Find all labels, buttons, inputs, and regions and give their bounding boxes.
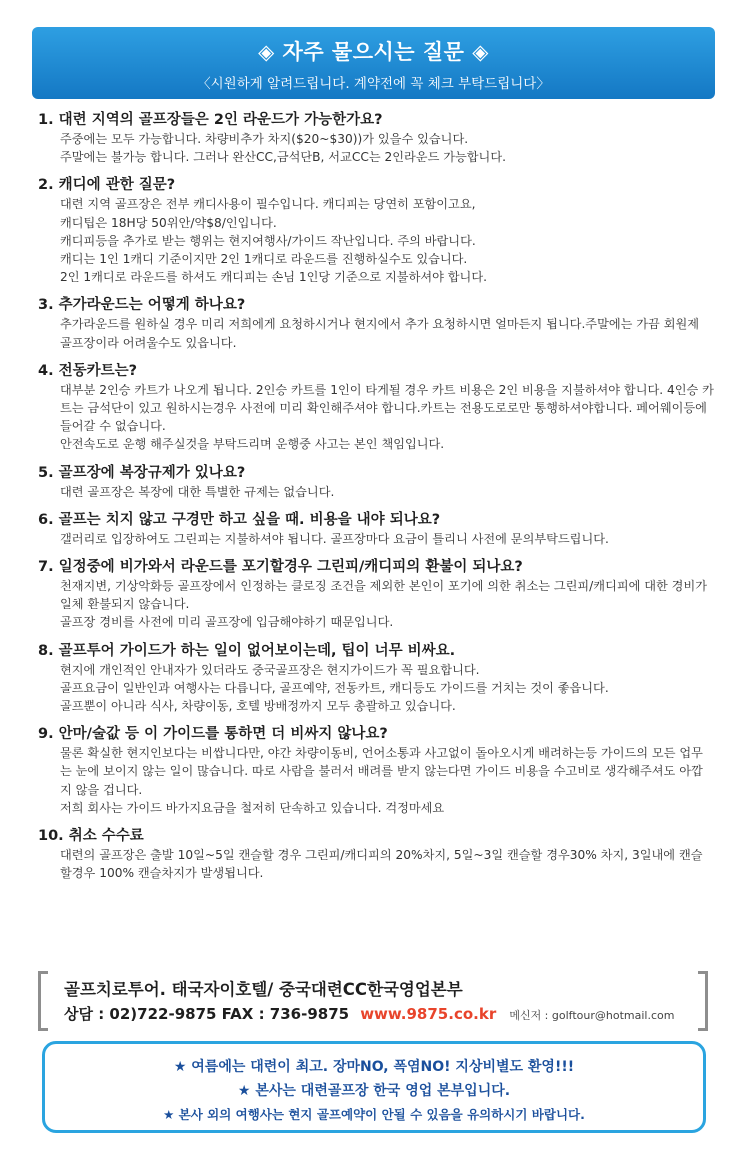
faq-item-5 [38,463,714,501]
phone-fax: 상담 : 02)722-9875 FAX : 736-9875 [64,1005,350,1023]
faq-answer [38,846,714,882]
answer-line: 대련의 골프장은 출발 10일~5일 캔슬할 경우 그린피/캐디피의 20%차지, 5일~3일 캔슬할 경우30% 차지, 3일내에 캔슬할경우 100% 캔슬차지가 발생됩니다. [60,848,703,881]
faq-question: 5. 골프장에 복장규제가 있나요? [38,464,246,481]
answer-line: 골프장 경비를 사전에 미리 골프장에 입금해야하기 때문입니다. [60,615,394,630]
notice-line-3: ★ 본사 외의 여행사는 현지 골프예약이 안될 수 있음을 유의하시기 바랍니다. [163,1107,585,1122]
answer-line: 캐디는 1인 1캐디 기준이지만 2인 1캐디로 라운드를 진행하실수도 있습니다. [60,252,468,267]
answer-line: 골프요금이 일반인과 여행사는 다릅니다, 골프예약, 전동카트, 캐디등도 가이드를 거치는 것이 좋읍니다. [60,680,609,695]
answer-line: 저희 회사는 가이드 바가지요금을 철저히 단속하고 있습니다. 걱정마세요 [60,800,445,815]
notice-box [42,1041,706,1133]
faq-item-10 [38,826,714,882]
faq-question: 7. 일정중에 비가와서 라운드를 포기할경우 그린피/캐디피의 환불이 되나요? [38,559,523,576]
answer-line: 골프뿐이 아니라 식사, 차량이동, 호텔 방배정까지 모두 총괄하고 있습니다. [60,699,456,714]
website-link[interactable]: www.9875.co.kr [360,1005,497,1023]
notice-line-1: ★ 여름에는 대련이 최고. 장마NO, 폭염NO! 지상비별도 환영!!! [173,1059,575,1075]
answer-line: 추가라운드를 원하실 경우 미리 저희에게 요청하시거나 현지에서 추가 요청하시면 얼마든지 됩니다.주말에는 가끔 회원제 골프장이라 어려울수도 있읍니다. [60,317,700,350]
faq-answer [38,381,714,454]
faq-answer [38,195,714,286]
faq-list [38,110,714,891]
answer-line: 대련 지역 골프장은 전부 캐디사용이 필수입니다. 캐디피는 당연히 포함이고요, [60,197,476,212]
faq-answer [38,315,714,351]
answer-line: 안전속도로 운행 해주실것을 부탁드리며 운행중 사고는 본인 책임입니다. [60,437,445,452]
faq-item-9 [38,724,714,817]
faq-question: 10. 취소 수수료 [38,828,144,845]
answer-line: 주중에는 모두 가능합니다. 차량비추가 차지($20~$30))가 있을수 있습니다. [60,132,469,146]
faq-header-banner [32,27,715,99]
answer-line: 캐디피등을 추가로 받는 행위는 현지여행사/가이드 작난입니다. 주의 바랍니다. [60,233,476,248]
faq-item-1 [38,110,714,166]
faq-answer [38,577,714,632]
page-subtitle: 〈시원하게 알려드립니다. 계약전에 꼭 체크 부탁드립니다〉 [197,76,550,92]
faq-item-6 [38,510,714,548]
faq-question: 9. 안마/술값 등 이 가이드를 통하면 더 비싸지 않나요? [38,726,388,743]
faq-answer [38,130,714,166]
contact-box [38,975,708,1027]
page-title: ◈ 자주 물으시는 질문 ◈ [258,40,489,64]
answer-line: 갤러리로 입장하여도 그린피는 지불하셔야 됩니다. 골프장마다 요금이 틀리니 사전에 문의부탁드립니다. [60,531,609,546]
answer-line: 대련 골프장은 복장에 대한 특별한 규제는 없습니다. [60,484,335,499]
left-bracket [38,971,48,1031]
faq-item-4 [38,361,714,454]
faq-question: 1. 대련 지역의 골프장들은 2인 라운드가 가능한가요? [38,112,383,128]
messenger-email: 메신저 : golftour@hotmail.com [509,1009,675,1022]
faq-question: 8. 골프투어 가이드가 하는 일이 없어보이는데, 팁이 너무 비싸요. [38,642,456,659]
faq-item-7 [38,557,714,632]
answer-line: 물론 확실한 현지인보다는 비쌉니다만, 야간 차량이동비, 언어소통과 사고없이 돌아오시게 배려하는등 가이드의 모든 업무는 눈에 보이지 않는 일이 많습니다. 따로 사람을 불러서 배려를 받지 않는다면 가이드 비용을 수고비로 생각해주셔도 아깝지 않을 겁니다. [60,746,703,797]
answer-line: 천재지변, 기상악화등 골프장에서 인정하는 클로징 조건을 제외한 본인이 포기에 의한 취소는 그린피/캐디피에 대한 경비가 일체 환불되지 않습니다. [60,579,707,612]
answer-line: 대부분 2인승 카트가 나오게 됩니다. 2인승 카트를 1인이 타게될 경우 카트 비용은 2인 비용을 지불하셔야 합니다. 4인승 카트는 금석단이 있고 원하시는경우 사전에 미리 확인해주셔야 합니다.카트는 전용도로로만 통행하셔야합니다. 페어웨이등에 들어갈 수 없습니다. [60,382,714,434]
answer-line: 캐디팁은 18H당 50위안/약$8/인입니다. [60,215,277,230]
answer-line: 2인 1캐디로 라운드를 하셔도 캐디피는 손님 1인당 기준으로 지불하셔야 합니다. [60,270,487,285]
faq-question: 4. 전동카트는? [38,362,138,379]
faq-item-3 [38,295,714,351]
right-bracket [698,971,708,1031]
answer-line: 주말에는 불가능 합니다. 그러나 완산CC,금석단B, 서교CC는 2인라운드 가능합니다. [60,150,506,165]
faq-answer [38,530,714,548]
faq-question: 2. 캐디에 관한 질문? [38,177,176,194]
contact-line [64,1003,674,1024]
notice-line-2: ★ 본사는 대련골프장 한국 영업 본부입니다. [237,1083,511,1099]
faq-question: 3. 추가라운드는 어떻게 하나요? [38,297,246,314]
faq-item-8 [38,641,714,716]
faq-item-2 [38,175,714,286]
faq-answer [38,661,714,716]
faq-answer [38,744,714,817]
company-name: 골프치로투어. 태국자이호텔/ 중국대련CC한국영업본부 [64,980,463,999]
faq-question: 6. 골프는 치지 않고 구경만 하고 싶을 때. 비용을 내야 되나요? [38,511,441,528]
faq-answer [38,483,714,501]
answer-line: 현지에 개인적인 안내자가 있더라도 중국골프장은 현지가이드가 꼭 필요합니다. [60,662,480,677]
